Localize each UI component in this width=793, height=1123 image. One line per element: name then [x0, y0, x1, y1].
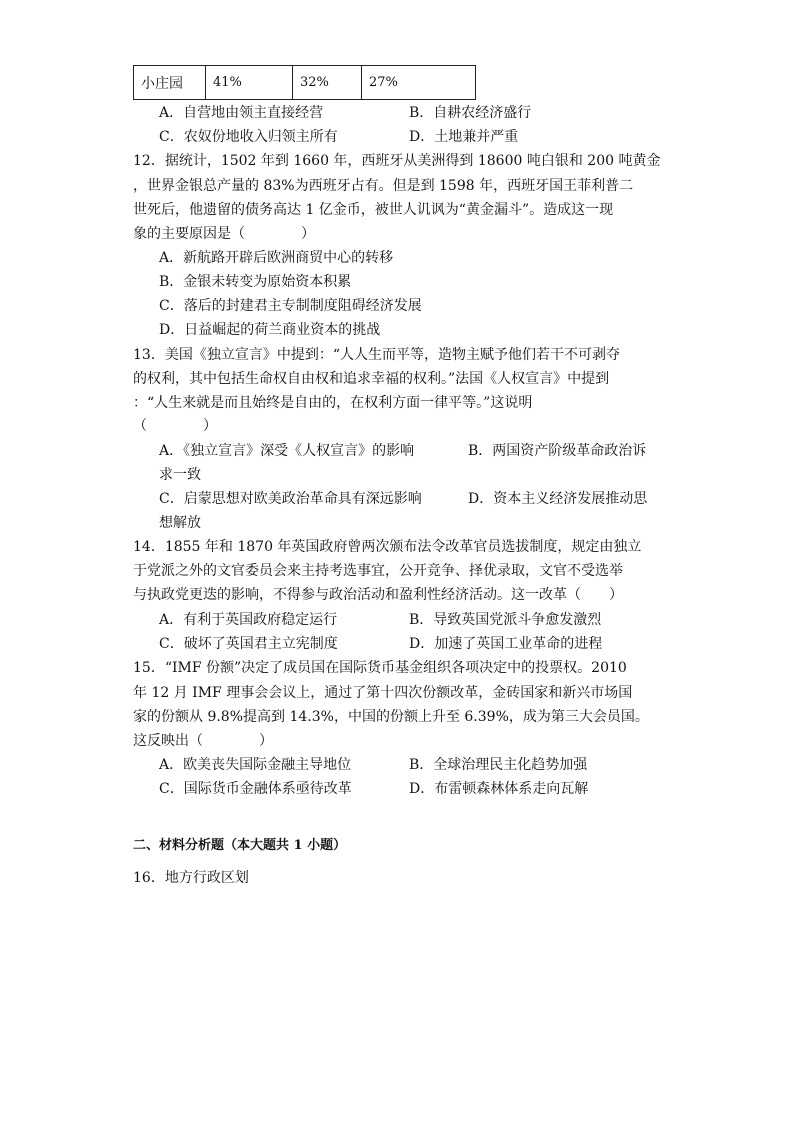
q12-stem-line: ，世界金银总产量的 83%为西班牙占有。但是到 1598 年，西班牙国王菲利普二 — [133, 178, 634, 194]
table-row — [134, 66, 476, 100]
q13-option-c: C．启蒙思想对欧美政治革命具有深远影响 — [159, 491, 422, 507]
q11-option-b: B．自耕农经济盛行 — [409, 105, 532, 121]
q13-stem-line: 的权利，其中包括生命权自由权和追求幸福的权利。”法国《人权宣言》中提到 — [133, 371, 610, 387]
q15-option-b: B．全球治理民主化趋势加强 — [409, 757, 588, 773]
q15-stem-line: 家的份额从 9.8%提高到 14.3%，中国的份额上升至 6.39%，成为第三大会员国。 — [133, 709, 649, 725]
q14-stem-line: 与执政党更迭的影响，不得参与政治活动和盈利性经济活动。这一改革（ ） — [133, 587, 623, 603]
table-cell: 41% — [206, 66, 293, 100]
q15-stem-line: 15．“IMF 份额”决定了成员国在国际货币基金组织各项决定中的投票权。2010 — [133, 660, 627, 676]
q14-option-c: C．破坏了英国君主立宪制度 — [159, 636, 338, 652]
q14-option-a: A．有利于英国政府稳定运行 — [159, 612, 338, 628]
q11-option-a: A．自营地由领主直接经营 — [159, 105, 324, 121]
q15-stem-line: 年 12 月 IMF 理事会会议上，通过了第十四次份额改革，金砖国家和新兴市场国 — [133, 685, 633, 701]
q13-option-d-cont: 想解放 — [159, 515, 201, 531]
q11-option-d: D．土地兼并严重 — [409, 129, 519, 145]
table-cell: 27% — [362, 66, 476, 100]
q14-option-b: B．导致英国党派斗争愈发激烈 — [409, 612, 602, 628]
q15-option-a: A．欧美丧失国际金融主导地位 — [159, 757, 352, 773]
q12-option-d: D．日益崛起的荷兰商业资本的挑战 — [159, 322, 381, 338]
q13-option-b: B．两国资产阶级革命政治诉 — [468, 443, 647, 459]
q12-stem-line: 象的主要原因是（ ） — [133, 226, 315, 242]
q13-option-b-cont: 求一致 — [159, 467, 201, 483]
q15-option-d: D．布雷顿森林体系走向瓦解 — [409, 781, 589, 797]
q12-stem-line: 世死后，他遗留的债务高达 1 亿金币，被世人讥讽为“黄金漏斗”。造成这一现 — [133, 202, 614, 218]
q14-stem-line: 于党派之外的文官委员会来主持考选事宜，公开竞争、择优录取，文官不受选举 — [133, 563, 623, 579]
q13-option-a: A．《独立宣言》深受《人权宣言》的影响 — [159, 443, 415, 459]
data-table — [133, 65, 476, 100]
q14-option-d: D．加速了英国工业革命的进程 — [409, 636, 603, 652]
q13-stem-line: ：“人生来就是而且始终是自由的，在权利方面一律平等。”这说明 — [133, 395, 533, 411]
q15-option-c: C．国际货币金融体系亟待改革 — [159, 781, 352, 797]
q12-option-a: A．新航路开辟后欧洲商贸中心的转移 — [159, 250, 394, 266]
q12-option-b: B．金银未转变为原始资本积累 — [159, 274, 352, 290]
q13-stem-line: 13．美国《独立宣言》中提到：“人人生而平等，造物主赋予他们若干不可剥夺 — [133, 347, 620, 363]
q13-stem-line: （ ） — [133, 418, 217, 434]
table-cell: 32% — [293, 66, 362, 100]
q15-stem-line: 这反映出（ ） — [133, 733, 273, 749]
q13-option-d: D．资本主义经济发展推动思 — [468, 491, 648, 507]
section-heading: 二、材料分析题（本大题共 1 小题） — [133, 838, 347, 853]
q16-title: 16．地方行政区划 — [133, 870, 249, 886]
q11-option-c: C．农奴份地收入归领主所有 — [159, 129, 338, 145]
q14-stem-line: 14．1855 年和 1870 年英国政府曾两次颁布法令改革官员选拔制度，规定由独立 — [133, 539, 642, 555]
q12-option-c: C．落后的封建君主专制制度阻碍经济发展 — [159, 298, 422, 314]
table-cell: 小庄园 — [134, 66, 206, 100]
q12-stem-line: 12．据统计，1502 年到 1660 年，西班牙从美洲得到 18600 吨白银和 200 吨黄金 — [133, 153, 661, 169]
